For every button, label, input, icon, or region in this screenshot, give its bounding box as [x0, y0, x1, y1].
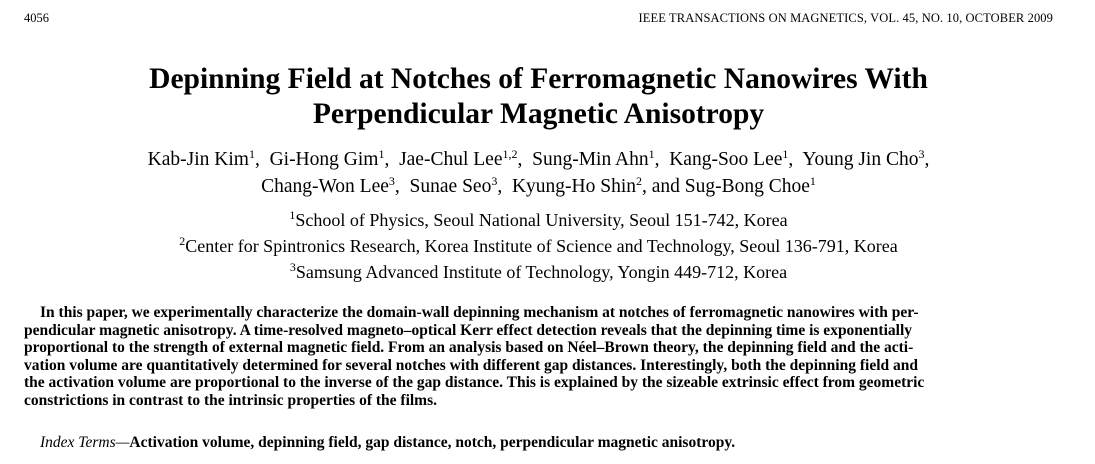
author-list — [0, 147, 1077, 201]
abstract-line: constrictions in contrast to the intrinsic properties of the films. — [24, 391, 437, 409]
paper-title — [0, 62, 1077, 132]
affiliation-list — [0, 208, 1077, 286]
affiliation: $^3$Samsung Advanced Institute of Technology, Yongin 449-712, Korea — [289, 260, 788, 282]
running-header — [24, 10, 1053, 26]
abstract-line: the activation volume are proportional to the inverse of the gap distance. This is explained by the sizeable extrinsic effect from geometric — [24, 374, 925, 392]
author: Kang-Soo Lee$^1$ — [669, 147, 789, 170]
author: Young Jin Cho$^3$ — [802, 147, 925, 170]
title-line-2: Perpendicular Magnetic Anisotropy — [312, 98, 765, 130]
author: Gi-Hong Gim$^1$ — [269, 147, 385, 170]
index-terms-text: Activation volume, depinning field, gap distance, notch, perpendicular magnetic anisotropy. — [129, 434, 736, 451]
author: Kab-Jin Kim$^1$ — [147, 147, 255, 170]
author-line-1: Kab-Jin Kim$^1$, Gi-Hong Gim$^1$, Jae-Chul Lee$^{1,2}$, Sung-Min Ahn$^1$, Kang-Soo Lee$^1$, Young Jin Cho$^3$, — [147, 147, 930, 170]
abstract-line: vation volume are quantitatively determined for several notches with different gap distances. Interestingly, both the depinning field and — [24, 356, 918, 374]
abstract-line: proportional to the strength of external magnetic field. From an analysis based on Néel–Brown theory, the depinning field and the acti- — [24, 339, 914, 357]
author: Sung-Min Ahn$^1$ — [532, 147, 655, 170]
author: Chang-Won Lee$^3$ — [261, 174, 395, 197]
affiliation: $^1$School of Physics, Seoul National University, Seoul 151-742, Korea — [289, 208, 788, 230]
page-number: 4056 — [24, 11, 49, 25]
author: Sunae Seo$^3$ — [409, 174, 498, 197]
title-line-1: Depinning Field at Notches of Ferromagnetic Nanowires With — [149, 63, 928, 95]
index-terms-label: Index Terms— — [40, 434, 130, 451]
abstract-line: In this paper, we experimentally characterize the domain-wall depinning mechanism at notches of ferromagnetic nanowires with per- — [40, 304, 919, 321]
affiliation: $^2$Center for Spintronics Research, Korea Institute of Science and Technology, Seoul 136-791, Korea — [179, 234, 898, 256]
author: Jae-Chul Lee$^{1,2}$ — [399, 147, 518, 170]
author-line-2: Chang-Won Lee$^3$, Sunae Seo$^3$, Kyung-Ho Shin$^2$, and Sug-Bong Choe$^1$ — [261, 174, 816, 197]
author: Kyung-Ho Shin$^2$ — [511, 174, 642, 197]
index-terms — [40, 434, 735, 452]
author: and Sug-Bong Choe$^1$ — [651, 174, 816, 197]
abstract-line: pendicular magnetic anisotropy. A time-resolved magneto–optical Kerr effect detection reveals that the depinning time is exponentially — [24, 321, 913, 339]
abstract — [24, 304, 1054, 410]
journal-citation: IEEE TRANSACTIONS ON MAGNETICS, VOL. 45, NO. 10, OCTOBER 2009 — [638, 11, 1053, 25]
